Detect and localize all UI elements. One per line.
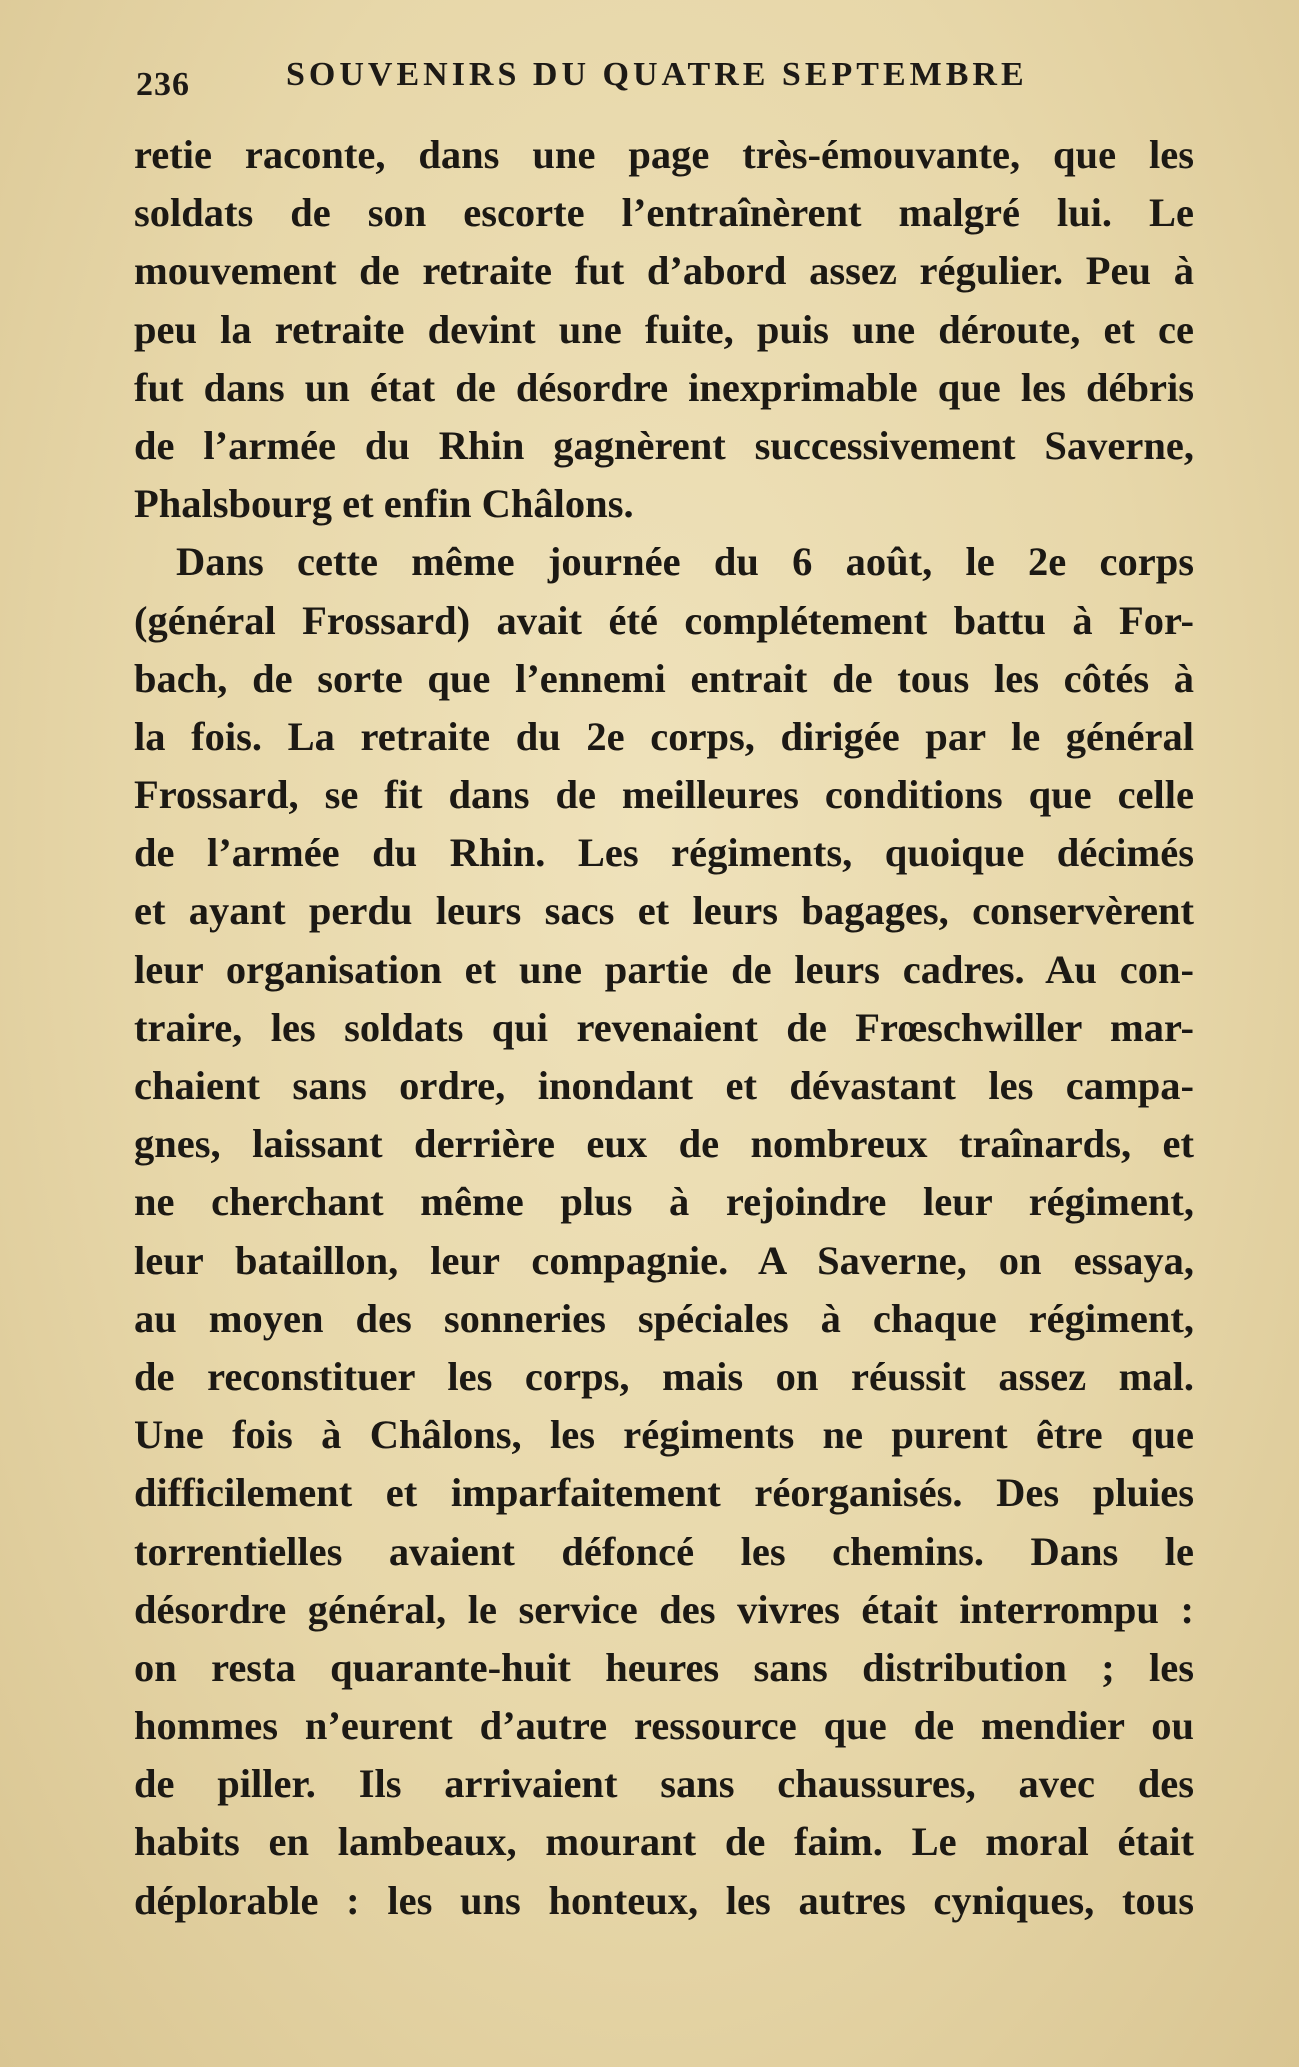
text-line: leur organisation et une partie de leurs cadres. Au con-: [134, 946, 1194, 992]
page-number: 236: [136, 66, 190, 103]
page-header: [136, 52, 1186, 112]
text-line: ne cherchant même plus à rejoindre leur régiment,: [134, 1179, 1194, 1225]
text-line: de l’armée du Rhin. Les régiments, quoique décimés: [134, 830, 1194, 876]
text-line: retie raconte, dans une page très-émouvante, que les: [134, 132, 1194, 177]
text-line: et ayant perdu leurs sacs et leurs bagages, conservèrent: [134, 888, 1194, 934]
text-line: difficilement et imparfaitement réorganisés. Des pluies: [134, 1470, 1194, 1516]
text-line: fut dans un état de désordre inexprimable que les débris: [134, 364, 1194, 410]
text-line: bach, de sorte que l’ennemi entrait de tous les côtés à: [134, 655, 1194, 701]
text-line: Frossard, se fit dans de meilleures conditions que celle: [134, 772, 1194, 818]
text-line: peu la retraite devint une fuite, puis une déroute, et ce: [134, 306, 1194, 352]
text-line: torrentielles avaient défoncé les chemins. Dans le: [134, 1528, 1194, 1574]
text-line: gnes, laissant derrière eux de nombreux traînards, et: [134, 1121, 1194, 1167]
text-line: traire, les soldats qui revenaient de Frœschwiller mar-: [134, 1004, 1194, 1050]
text-line: (général Frossard) avait été complétement battu à For-: [134, 597, 1194, 643]
running-title: SOUVENIRS DU QUATRE SEPTEMBRE: [286, 56, 1028, 93]
text-line: de piller. Ils arrivaient sans chaussures, avec des: [134, 1761, 1194, 1807]
body-text: [134, 126, 1194, 1930]
text-line: de reconstituer les corps, mais on réussit assez mal.: [134, 1353, 1194, 1399]
text-line: la fois. La retraite du 2e corps, dirigée par le général: [134, 713, 1194, 759]
text-line: hommes n’eurent d’autre ressource que de mendier ou: [134, 1703, 1194, 1749]
text-line: leur bataillon, leur compagnie. A Saverne, on essaya,: [134, 1237, 1194, 1283]
text-line: soldats de son escorte l’entraînèrent malgré lui. Le: [134, 190, 1194, 236]
text-line: on resta quarante-huit heures sans distribution ; les: [134, 1644, 1194, 1690]
text-line: Phalsbourg et enfin Châlons.: [134, 481, 634, 527]
text-line: au moyen des sonneries spéciales à chaque régiment,: [134, 1295, 1194, 1341]
text-line: déplorable : les uns honteux, les autres cyniques, tous: [134, 1877, 1194, 1923]
text-line: habits en lambeaux, mourant de faim. Le moral était: [134, 1819, 1194, 1865]
text-line: désordre général, le service des vivres était interrompu :: [134, 1586, 1194, 1632]
text-line: chaient sans ordre, inondant et dévastant les campa-: [134, 1063, 1194, 1108]
text-line: Dans cette même journée du 6 août, le 2e corps: [176, 539, 1194, 585]
text-line: mouvement de retraite fut d’abord assez régulier. Peu à: [134, 248, 1194, 294]
text-line: de l’armée du Rhin gagnèrent successivement Saverne,: [134, 422, 1194, 468]
text-line: Une fois à Châlons, les régiments ne purent être que: [134, 1412, 1194, 1458]
